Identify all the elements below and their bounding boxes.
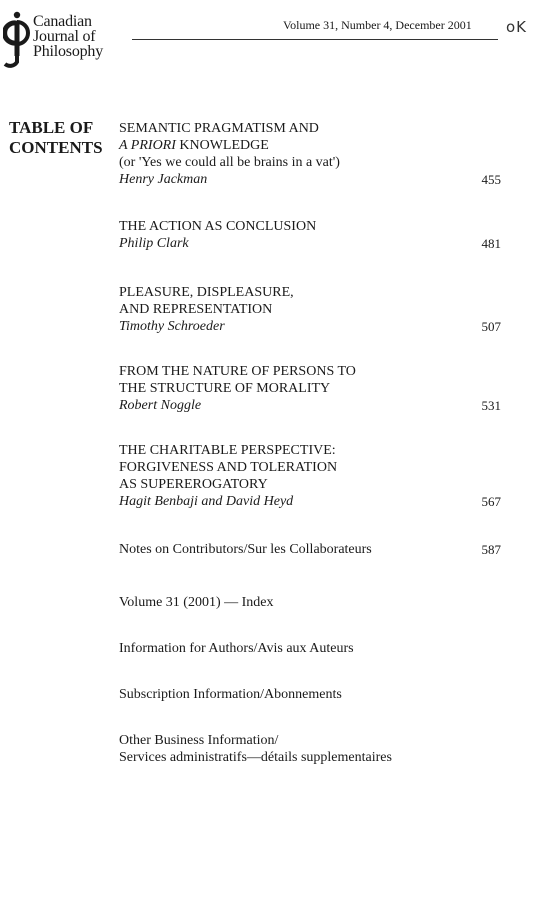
toc-entry[interactable]	[119, 363, 499, 414]
business-line: Other Business Information/	[119, 733, 279, 748]
entry-subtitle: (or 'Yes we could all be brains in a vat')	[119, 155, 340, 170]
toc-entry[interactable]	[119, 284, 499, 335]
entry-title: AND REPRESENTATION	[119, 302, 273, 317]
entry-author: Henry Jackman	[119, 172, 208, 187]
entry-author: Robert Noggle	[119, 398, 202, 413]
header-rule	[132, 39, 498, 40]
journal-name-line: Canadian	[33, 13, 92, 30]
entry-page: 507	[481, 319, 501, 334]
toc-entry-subscription[interactable]: Subscription Information/Abonnements	[119, 687, 342, 702]
entry-title-italic: A PRIORI	[119, 138, 176, 153]
toc-entry-index[interactable]: Volume 31 (2001) — Index	[119, 595, 274, 610]
entry-page: 587	[481, 542, 501, 557]
entry-title: FORGIVENESS AND TOLERATION	[119, 460, 338, 475]
entry-page: 455	[481, 172, 501, 187]
entry-title: THE ACTION AS CONCLUSION	[119, 219, 317, 234]
entry-title: SEMANTIC PRAGMATISM AND	[119, 121, 319, 136]
entry-title: THE STRUCTURE OF MORALITY	[119, 381, 331, 396]
journal-name-line: Philosophy	[33, 43, 104, 60]
toc-heading-line: CONTENTS	[9, 138, 103, 157]
entry-title: THE CHARITABLE PERSPECTIVE:	[119, 443, 336, 458]
entry-author: Hagit Benbaji and David Heyd	[119, 494, 294, 509]
entry-page: 531	[481, 398, 501, 413]
journal-name	[33, 14, 103, 59]
handwritten-note: oK	[506, 18, 528, 36]
entry-author: Philip Clark	[119, 236, 189, 251]
entry-title-rest: KNOWLEDGE	[175, 138, 269, 153]
cjp-logo-icon	[3, 8, 37, 74]
entry-title: PLEASURE, DISPLEASURE,	[119, 285, 294, 300]
toc-entry[interactable]	[119, 120, 499, 188]
toc-entry-notes[interactable]	[119, 541, 499, 558]
entry-title	[119, 137, 499, 154]
journal-logo	[3, 8, 133, 78]
toc-entry[interactable]	[119, 442, 499, 510]
volume-info: Volume 31, Number 4, December 2001	[283, 18, 472, 32]
entry-title: FROM THE NATURE OF PERSONS TO	[119, 364, 356, 379]
entry-page: 481	[481, 236, 501, 251]
business-line: Services administratifs—détails supplementaires	[119, 750, 392, 765]
journal-name-line: Journal of	[33, 28, 96, 45]
entry-title: AS SUPEREROGATORY	[119, 477, 268, 492]
entry-author: Timothy Schroeder	[119, 319, 225, 334]
notes-label: Notes on Contributors/Sur les Collaborateurs	[119, 542, 372, 557]
toc-entry-authors-info[interactable]: Information for Authors/Avis aux Auteurs	[119, 641, 354, 656]
toc-entry-business[interactable]	[119, 732, 499, 766]
entry-page: 567	[481, 494, 501, 509]
toc-entry[interactable]	[119, 218, 499, 252]
toc-heading-line: TABLE OF	[9, 118, 94, 137]
toc-heading	[9, 118, 103, 158]
